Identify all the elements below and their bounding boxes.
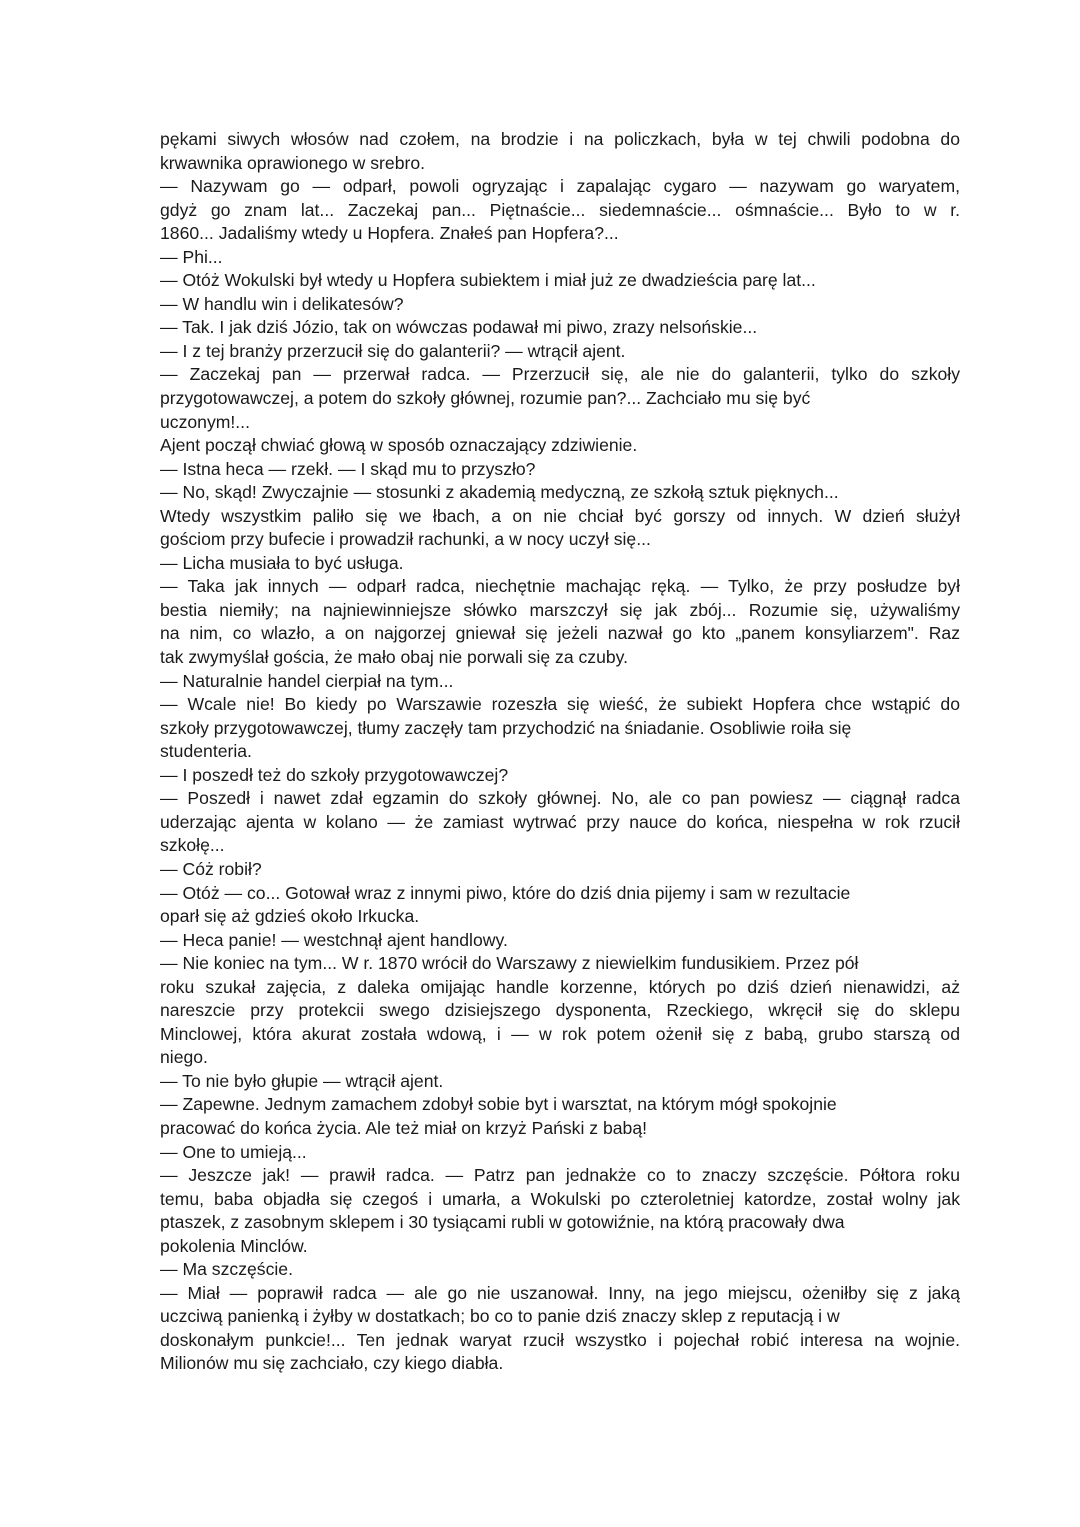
text-line: uderzając ajenta w kolano — że zamiast wytrwać przy nauce do końca, niespełna w rok rzucił: [160, 811, 960, 832]
text-line: — Phi...: [160, 246, 223, 267]
text-line: — Zaczekaj pan — przerwał radca. — Przerzucił się, ale nie do galanterii, tylko do szkoły: [160, 364, 960, 385]
text-line: nareszcie przy protekcii swego dzisiejszego dysponenta, Rzeckiego, wkręcił się do sklepu: [160, 1000, 960, 1021]
text-line: — Naturalnie handel cierpiał na tym...: [160, 670, 454, 691]
text-line: temu, baba objadła się czegoś i umarła, a Wokulski po czteroletniej katordze, został wolny jak: [160, 1188, 960, 1209]
text-line: — Heca panie! — westchnął ajent handlowy.: [160, 929, 508, 950]
text-line: pękami siwych włosów nad czołem, na brodzie i na policzkach, była w tej chwili podobna do: [160, 129, 960, 149]
text-line: — No, skąd! Zwyczajnie — stosunki z akademią medyczną, ze szkołą sztuk pięknych...: [160, 482, 839, 503]
text-line: doskonałym punkcie!... Ten jednak waryat rzucił wszystko i pojechał robić interesa na wojnie.: [160, 1329, 960, 1350]
text-line: niego.: [160, 1047, 208, 1068]
text-line: pokolenia Minclów.: [160, 1235, 308, 1256]
text-line: Ajent począł chwiać głową w sposób oznaczający zdziwienie.: [160, 435, 638, 456]
text-line: — Nazywam go — odparł, powoli ogryzając i zapalając cygaro — nazywam go waryatem,: [160, 176, 960, 197]
text-line: — W handlu win i delikatesów?: [160, 293, 404, 314]
text-line: — Wcale nie! Bo kiedy po Warszawie rozeszła się wieść, że subiekt Hopfera chce wstąpić do: [160, 694, 960, 715]
text-line: Minclowej, która akurat została wdową, i — w rok potem ożenił się z babą, grubo starszą od: [160, 1023, 960, 1044]
text-line: szkoły przygotowawczej, tłumy zaczęły tam przychodzić na śniadanie. Osobliwie roiła się: [160, 717, 852, 738]
document-page: [160, 128, 960, 1376]
text-line: — Istna heca — rzekł. — I skąd mu to przyszło?: [160, 458, 536, 479]
text-line: — Licha musiała to być usługa.: [160, 552, 404, 573]
text-line: — Cóż robił?: [160, 858, 262, 879]
text-line: uczonym!...: [160, 411, 250, 432]
text-line: — Ma szczęście.: [160, 1259, 293, 1280]
text-line: pracować do końca życia. Ale też miał on krzyż Pański z babą!: [160, 1117, 647, 1138]
text-line: — One to umieją...: [160, 1141, 307, 1162]
text-line: oparł się aż gdzieś około Irkucka.: [160, 906, 420, 927]
text-line: — Otóż — co... Gotował wraz z innymi piwo, które do dziś dnia pijemy i sam w rezultacie: [160, 882, 851, 903]
text-line: 1860... Jadaliśmy wtedy u Hopfera. Znałeś pan Hopfera?...: [160, 223, 619, 244]
text-line: — To nie było głupie — wtrącił ajent.: [160, 1070, 444, 1091]
text-line: — I poszedł też do szkoły przygotowawczej?: [160, 764, 509, 785]
text-line: — Nie koniec na tym... W r. 1870 wrócił do Warszawy z niewielkim fundusikiem. Przez pół: [160, 953, 859, 974]
text-line: roku szukał zajęcia, z daleka omijając handle korzenne, których po dziś dzień nienawidzi, aż: [160, 976, 960, 997]
text-line: przygotowawczej, a potem do szkoły głównej, rozumie pan?... Zachciało mu się być: [160, 388, 811, 409]
text-line: — Otóż Wokulski był wtedy u Hopfera subiektem i miał już ze dwadzieścia parę lat...: [160, 270, 816, 291]
text-line: bestia niemiły; na najniewinniejsze słówko marszczył się jak zbój... Rozumie się, używaliśmy: [160, 599, 960, 620]
text-line: krwawnika oprawionego w srebro.: [160, 152, 426, 173]
text-line: uczciwą panienką i żyłby w dostatkach; bo co to panie dziś znaczy sklep z reputacją i w: [160, 1306, 840, 1327]
text-line: studenteria.: [160, 741, 252, 762]
text-line: tak zwymyślał gościa, że mało obaj nie porwali się za czuby.: [160, 647, 629, 668]
text-line: na nim, co wlazło, a on najgorzej gniewał się jeżeli nazwał go kto „panem konsyliarzem". Raz: [160, 623, 960, 644]
text-line: Milionów mu się zachciało, czy kiego diabła.: [160, 1353, 504, 1374]
text-line: — I z tej branży przerzucił się do galanterii? — wtrącił ajent.: [160, 340, 626, 361]
text-line: — Tak. I jak dziś Józio, tak on wówczas podawał mi piwo, zrazy nelsońskie...: [160, 317, 758, 338]
text-line: — Miał — poprawił radca — ale go nie uszanował. Inny, na jego miejscu, ożeniłby się z jaką: [160, 1282, 960, 1303]
text-line: szkołę...: [160, 835, 225, 856]
text-line: gościom przy bufecie i prowadził rachunki, a w nocy uczył się...: [160, 529, 651, 550]
text-line: ptaszek, z zasobnym sklepem i 30 tysiącami rubli w gotowiźnie, na którą pracowały dwa: [160, 1212, 845, 1233]
text-line: Wtedy wszystkim paliło się we łbach, a on nie chciał być gorszy od innych. W dzień służył: [160, 505, 960, 526]
text-line: — Poszedł i nawet zdał egzamin do szkoły głównej. No, ale co pan powiesz — ciągnął radca: [160, 788, 960, 809]
text-line: gdyż go znam lat... Zaczekaj pan... Piętnaście... siedemnaście... ośmnaście... Było to w r.: [160, 199, 960, 220]
text-line: — Zapewne. Jednym zamachem zdobył sobie byt i warsztat, na którym mógł spokojnie: [160, 1094, 837, 1115]
text-line: — Jeszcze jak! — prawił radca. — Patrz pan jednakże co to znaczy szczęście. Półtora roku: [160, 1165, 960, 1186]
text-line: — Taka jak innych — odparł radca, niechętnie machając ręką. — Tylko, że przy posłudze był: [160, 576, 960, 597]
